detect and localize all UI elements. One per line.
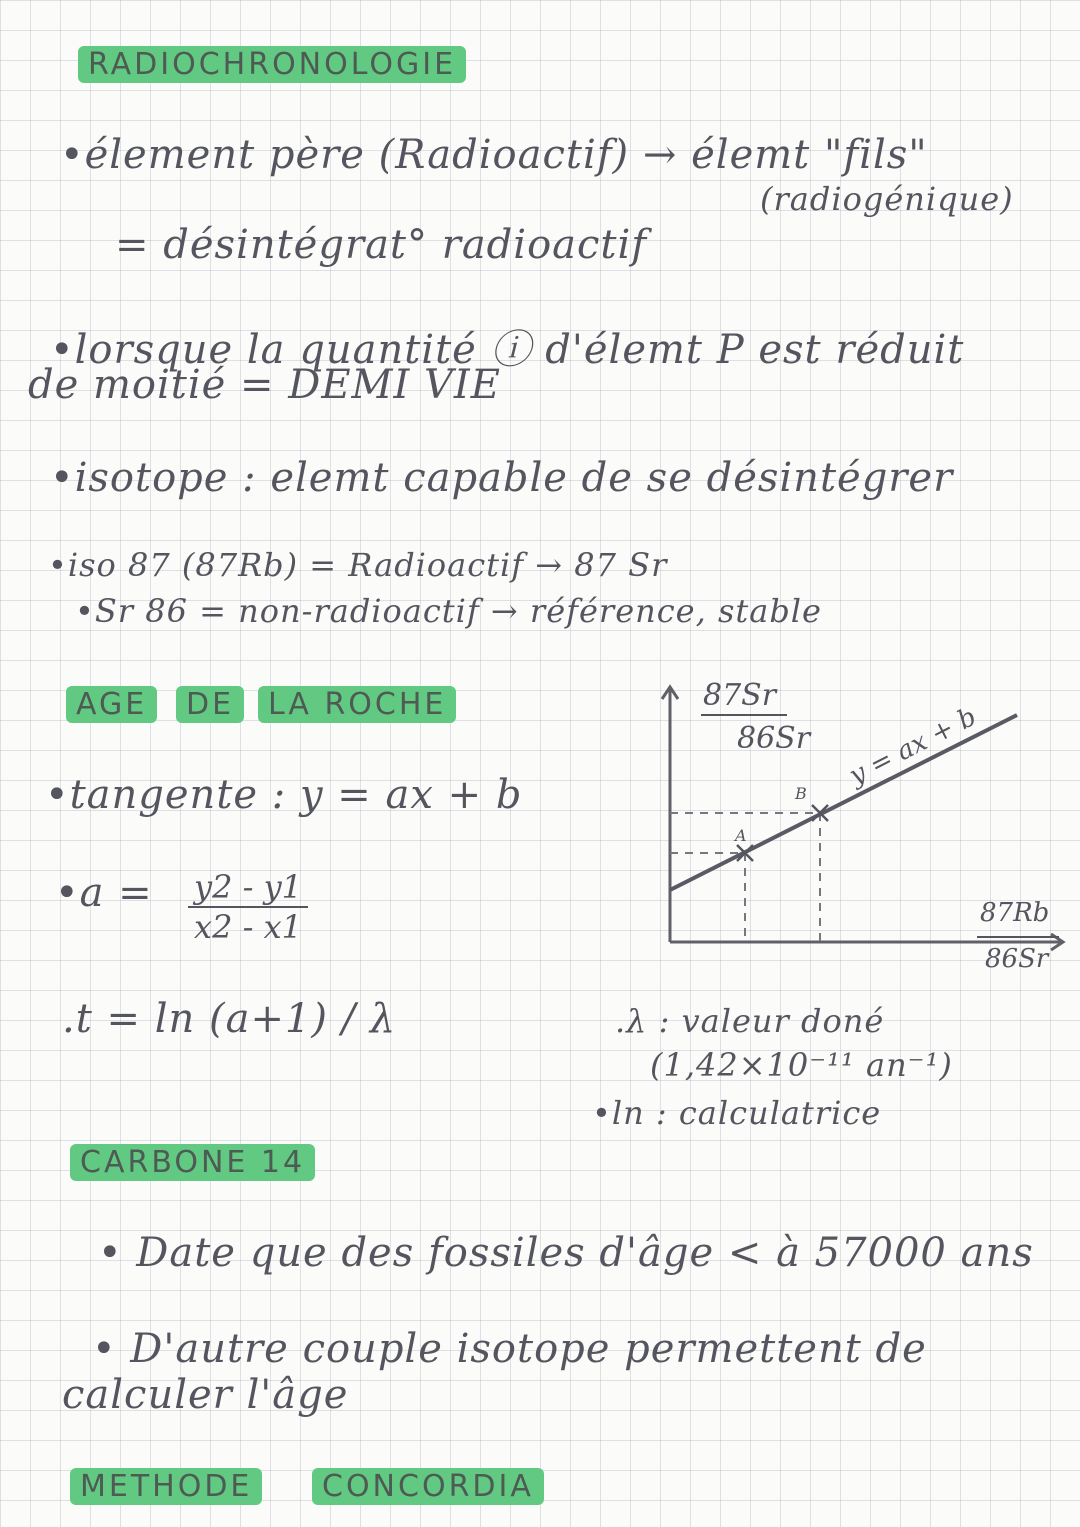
note-demi-vie: de moitié = DEMI VIE [28, 362, 501, 408]
heading-de: DE [176, 686, 244, 723]
y-axis-label-num: 87Sr [703, 678, 777, 713]
note-calculer-age: calculer l'âge [62, 1372, 349, 1418]
point-b-label: B [795, 784, 807, 803]
note-autre-couple: • D'autre couple isotope permettent de [92, 1326, 927, 1372]
isochron-line [670, 715, 1017, 890]
heading-carbone-14: CARBONE 14 [70, 1144, 315, 1181]
note-a-label: •a = [55, 870, 153, 916]
note-t-formula: .t = ln (a+1) / λ [62, 996, 397, 1042]
note-sr-86: •Sr 86 = non-radioactif → référence, stable [75, 592, 822, 630]
note-tangente: •tangente : y = ax + b [45, 772, 523, 818]
heading-age: AGE [66, 686, 157, 723]
note-lambda-value: (1,42×10⁻¹¹ an⁻¹) [650, 1046, 953, 1084]
note-iso-87: •iso 87 (87Rb) = Radioactif → 87 Sr [48, 546, 668, 584]
note-desintegration: = désintégrat° radioactif [115, 222, 648, 268]
page-title: RADIOCHRONOLOGIE [78, 46, 466, 83]
y-axis-label-den: 86Sr [737, 721, 811, 756]
note-line-element-pere: •élement père (Radioactif) → élemt "fils" [60, 132, 928, 178]
note-radiogenique: (radiogénique) [760, 180, 1014, 218]
isochron-graph [655, 675, 1075, 985]
line-equation-label: y = ax + b [844, 701, 982, 792]
heading-la-roche: LA ROCHE [258, 686, 456, 723]
note-date-fossiles: • Date que des fossiles d'âge < à 57000 ans [98, 1230, 1034, 1276]
x-axis-label-den: 86Sr [985, 944, 1049, 974]
slope-fraction [188, 868, 308, 946]
note-lorsque: •lorsque la quantité ⓘ d'élemt P est réduit [50, 327, 965, 373]
point-a-label: A [735, 826, 747, 845]
note-isotope: •isotope : elemt capable de se désintégrer [50, 455, 954, 501]
note-ln: •ln : calculatrice [592, 1094, 882, 1132]
x-axis-label-num: 87Rb [980, 898, 1050, 928]
heading-concordia: CONCORDIA [312, 1468, 544, 1505]
heading-methode: METHODE [70, 1468, 262, 1505]
slope-numerator: y2 - y1 [188, 868, 308, 908]
slope-denominator: x2 - x1 [194, 908, 302, 946]
note-lambda: .λ : valeur doné [615, 1002, 885, 1040]
